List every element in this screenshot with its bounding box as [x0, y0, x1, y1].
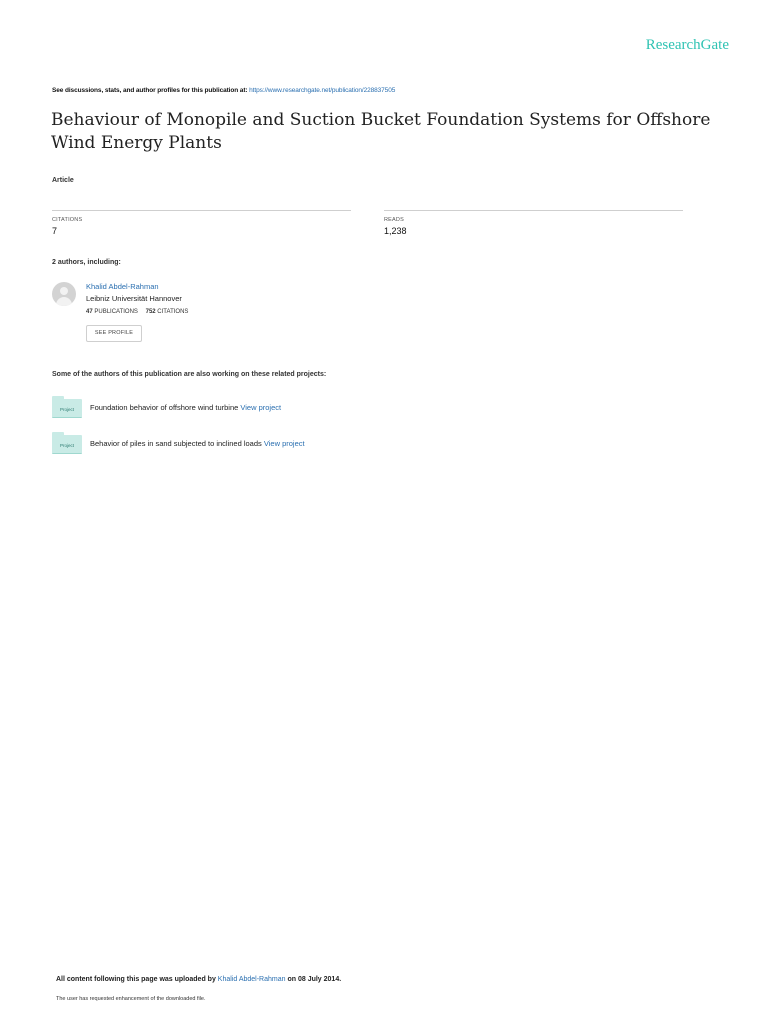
- source-line: [52, 87, 395, 94]
- see-profile-button[interactable]: SEE PROFILE: [86, 325, 142, 342]
- citations-label: CITATIONS: [52, 217, 83, 223]
- project-description: [90, 403, 281, 412]
- avatar-icon[interactable]: [52, 282, 76, 306]
- author-stats: [86, 309, 188, 315]
- source-prefix: See discussions, stats, and author profiles for this publication at:: [52, 87, 250, 94]
- reads-label: READS: [384, 217, 404, 223]
- author-citations-count: 752: [145, 309, 156, 315]
- upload-info: [56, 976, 341, 983]
- view-project-link[interactable]: View project: [263, 439, 305, 448]
- publication-url-link[interactable]: https://www.researchgate.net/publication/228837505: [249, 87, 396, 94]
- author-publications-count: 47: [86, 309, 93, 315]
- project-item: [52, 432, 452, 454]
- project-description: [90, 439, 305, 448]
- author-citations-label: CITATIONS: [157, 309, 189, 315]
- project-folder-icon: [52, 432, 82, 454]
- citations-value: 7: [52, 226, 58, 236]
- view-project-link[interactable]: View project: [240, 403, 282, 412]
- upload-suffix: on 08 July 2014.: [285, 976, 342, 983]
- author-name-link[interactable]: Khalid Abdel-Rahman: [86, 282, 159, 291]
- uploader-link[interactable]: Khalid Abdel-Rahman: [217, 976, 286, 983]
- publication-title: Behaviour of Monopile and Suction Bucket Foundation Systems for Offshore Wind Energy Plants: [51, 110, 711, 153]
- project-item: [52, 396, 452, 418]
- project-title: Foundation behavior of offshore wind turbine: [90, 403, 241, 412]
- reads-value: 1,238: [384, 226, 407, 236]
- author-publications-label: PUBLICATIONS: [94, 309, 138, 315]
- upload-prefix: All content following this page was uploaded by: [56, 976, 218, 983]
- project-folder-icon: [52, 396, 82, 418]
- article-type-label: Article: [52, 177, 74, 184]
- project-folder-label: Project: [59, 407, 74, 412]
- authors-heading: 2 authors, including:: [52, 259, 121, 266]
- project-folder-label: Project: [59, 443, 74, 448]
- author-card: [52, 282, 352, 347]
- reads-stat: [384, 210, 683, 236]
- enhancement-note: The user has requested enhancement of the downloaded file.: [56, 996, 206, 1002]
- author-affiliation: Leibniz Universität Hannover: [86, 294, 182, 303]
- project-title: Behavior of piles in sand subjected to inclined loads: [90, 439, 264, 448]
- related-projects-heading: Some of the authors of this publication are also working on these related projects:: [52, 371, 327, 378]
- researchgate-logo[interactable]: ResearchGate: [645, 37, 729, 53]
- citations-stat: [52, 210, 351, 236]
